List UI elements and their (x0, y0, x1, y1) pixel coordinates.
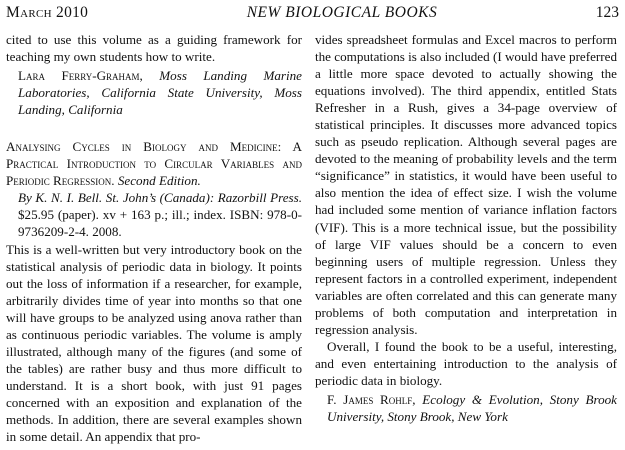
running-header (6, 2, 619, 24)
review-conclusion: Overall, I found the book to be a useful, interesting, and even entertaining introduction to the analysis of periodic data in biology. (315, 338, 617, 388)
book-publication (6, 189, 302, 240)
reviewer-name-1: Lara Ferry-Graham, (18, 68, 143, 84)
book-title-line (6, 138, 302, 189)
left-column (6, 31, 302, 445)
header-page-number: 123 (595, 4, 619, 21)
review-body-continuation: vides spreadsheet formulas and Excel macros to perform the computations is also included (I would have preferred a little more space devoted to actually showing the equations involved). The third appendix, entitled Stats Refresher in a Rush, gives a 34-page overview of statistical principles. It discusses more advanced topics such as pseudo replication. Although several pages are devoted to the meaning of probability levels and the term “significance” in statistics, it would have been useful to also mention the idea of effect size. I wish the volume had included some mention of variance inflation factors (VIF). This is a more technical issue, but the possibility of large VIF values should be a concern to even beginning users of multiple regression. Unless they represent factors in a controlled experiment, independent variables are often correlated and this can generate many problems of both computation and interpretation in regression analysis. (315, 32, 617, 337)
book-citation (6, 138, 302, 240)
reviewer-affiliation-1: Moss Landing Marine Laboratories, California State University, Moss Landing, California (18, 68, 302, 118)
reviewer-affiliation-2: Ecology & Evolution, Stony Brook University, Stony Brook, New York (327, 391, 617, 425)
book-edition: Second Edition. (117, 173, 201, 189)
reviewer-name-2: F. James Rohlf, (327, 391, 416, 407)
previous-review-ending: cited to use this volume as a guiding framework for teaching my own students how to write. (6, 32, 302, 65)
header-journal-title: NEW BIOLOGICAL BOOKS (246, 4, 438, 21)
book-authors: By K. N. I. Bell. St. John’s (Canada): Razorbill Press. (18, 190, 302, 206)
book-details: $25.95 (paper). xv + 163 p.; ill.; index. ISBN: 978-0-9736209-2-4. 2008. (18, 207, 302, 240)
right-column (315, 31, 617, 425)
header-date: March 2010 (6, 4, 89, 21)
reviewer-signature-2 (315, 391, 617, 425)
reviewer-signature-1 (6, 67, 302, 118)
book-title: Analysing Cycles in Biology and Medicine: A Practical Introduction to Circular Variables and Periodic Regression. (6, 139, 302, 189)
review-body-start: This is a well-written but very introductory book on the statistical analysis of periodic data in biology. It points out the loss of information if a researcher, for example, arbitrarily divides time of year into months so that one will have groups to be analyzed using anova rather than as continuous periodic variables. The volume is amply illustrated, although many of the figures (and some of the tables) are rather busy and thus more difficult to understand. It is a short book, with just 91 pages concerned with an exposition and explanation of the methods. In addition, there are several examples shown in some detail. An appendix that pro- (6, 241, 302, 445)
